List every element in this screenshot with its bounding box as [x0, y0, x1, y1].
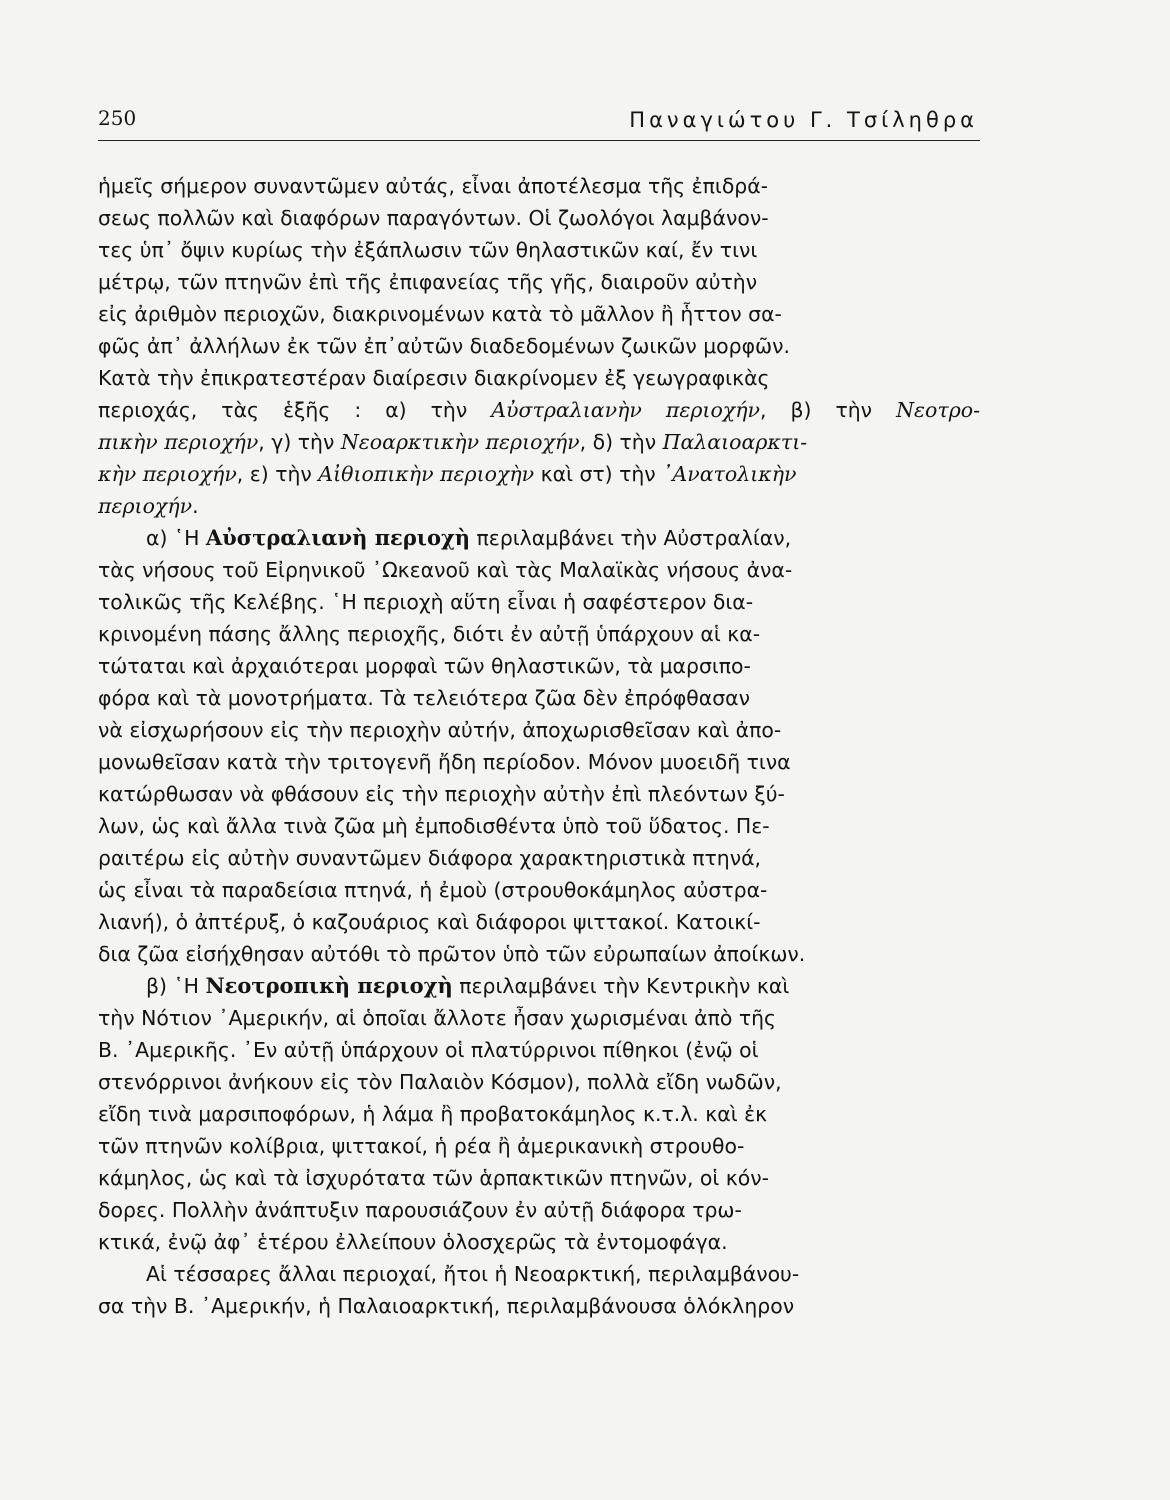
text-run: τὰς νήσους τοῦ Εἰρηνικοῦ ᾿Ωκεανοῦ καὶ τὰς Μαλαϊκὰς νήσους ἀνα- — [98, 558, 793, 582]
text-line — [98, 490, 998, 522]
text-run: β) ῾Η — [146, 974, 206, 998]
text-run: λων, ὡς καὶ ἄλλα τινὰ ζῶα μὴ ἐμποδισθέντα ὑπὸ τοῦ ὕδατος. Πε- — [98, 814, 770, 838]
text-run: τώταται καὶ ἀρχαιότεραι μορφαὶ τῶν θηλαστικῶν, τὰ μαρσιπο- — [98, 654, 751, 678]
text-line — [98, 970, 998, 1002]
text-run: μονωθεῖσαν κατὰ τὴν τριτογενῆ ἤδη περίοδον. Μόνον μυοειδῆ τινα — [98, 750, 791, 774]
text-line — [98, 778, 998, 810]
text-line — [98, 618, 998, 650]
italic-term: Αὐστραλιανὴν περιοχήν — [491, 398, 760, 422]
italic-term: Νεοαρκτικὴν περιοχήν — [340, 430, 580, 454]
italic-term: πικὴν περιοχήν — [98, 430, 259, 454]
text-line — [98, 1098, 998, 1130]
italic-term: Παλαιοαρκτι- — [662, 430, 808, 454]
italic-term: κὴν περιοχήν — [98, 462, 237, 486]
page-number: 250 — [98, 106, 137, 130]
text-run: σεως πολλῶν καὶ διαφόρων παραγόντων. Οἱ ζωολόγοι λαμβάνον- — [98, 206, 769, 230]
page-header — [98, 100, 978, 140]
text-line — [98, 1226, 998, 1258]
text-line — [98, 1066, 998, 1098]
text-run: εἴδη τινὰ μαρσιποφόρων, ἡ λάμα ἢ προβατοκάμηλος κ.τ.λ. καὶ ἐκ — [98, 1102, 768, 1126]
text-line — [98, 842, 998, 874]
text-run: κάμηλος, ὡς καὶ τὰ ἰσχυρότατα τῶν ἁρπακτικῶν πτηνῶν, οἱ κόν- — [98, 1166, 769, 1190]
text-line — [98, 714, 998, 746]
text-line — [98, 170, 998, 202]
bold-heading-term: Νεοτροπικὴ περιοχὴ — [205, 973, 453, 998]
text-line — [98, 1034, 998, 1066]
italic-term: Αἰθιοπικὴν περιοχὴν — [318, 462, 535, 486]
text-run: κρινομένη πάσης ἄλλης περιοχῆς, διότι ἐν αὐτῇ ὑπάρχουν αἱ κα- — [98, 622, 761, 646]
text-run: κτικά, ἐνῷ ἀφ᾽ ἑτέρου ἐλλείπουν ὁλοσχερῶς τὰ ἐντομοφάγα. — [98, 1230, 728, 1254]
text-run: , ε) τὴν — [236, 462, 319, 486]
text-line — [98, 1162, 998, 1194]
text-run: δια ζῶα εἰσήχθησαν αὐτόθι τὸ πρῶτον ὑπὸ τῶν εὐρωπαίων ἀποίκων. — [98, 942, 806, 966]
text-run: στενόρρινοι ἀνήκουν εἰς τὸν Παλαιὸν Κόσμον), πολλὰ εἴδη νωδῶν, — [98, 1070, 782, 1094]
text-line — [98, 1194, 998, 1226]
text-line — [98, 522, 998, 554]
text-run: κατώρθωσαν νὰ φθάσουν εἰς τὴν περιοχὴν αὐτὴν ἐπὶ πλεόντων ξύ- — [98, 782, 785, 806]
text-run: περιοχάς, τὰς ἑξῆς : α) τὴν — [98, 398, 492, 422]
italic-term: Νεοτρο- — [896, 398, 981, 422]
italic-term: ᾿Ανατολικὴν — [662, 462, 797, 486]
text-run: τολικῶς τῆς Κελέβης. ῾Η περιοχὴ αὕτη εἶναι ἡ σαφέστερον δια- — [98, 590, 754, 614]
text-run: τῶν πτηνῶν κολίβρια, ψιττακοί, ἡ ρέα ἢ ἀμερικανικὴ στρουθο- — [98, 1134, 745, 1158]
body-text — [98, 170, 998, 1322]
text-line — [98, 1290, 998, 1322]
text-run: Κατὰ τὴν ἐπικρατεστέραν διαίρεσιν διακρίνομεν ἐξ γεωγραφικὰς — [98, 366, 770, 390]
text-run: ἡμεῖς σήμερον συναντῶμεν αὐτάς, εἶναι ἀποτέλεσμα τῆς ἐπιδρά- — [98, 174, 769, 198]
text-line — [98, 1258, 998, 1290]
paragraph — [98, 522, 998, 970]
text-run: περιλαμβάνει τὴν Αὐστραλίαν, — [470, 526, 792, 550]
text-run: τες ὑπ᾽ ὄψιν κυρίως τὴν ἐξάπλωσιν τῶν θηλαστικῶν καί, ἔν τινι — [98, 238, 758, 262]
text-line — [98, 554, 998, 586]
text-line — [98, 938, 998, 970]
text-line — [98, 234, 998, 266]
paragraph — [98, 970, 998, 1258]
text-run: περιλαμβάνει τὴν Κεντρικὴν καὶ — [452, 974, 790, 998]
text-line — [98, 1130, 998, 1162]
text-run: α) ῾Η — [146, 526, 206, 550]
paragraph — [98, 1258, 998, 1322]
text-run: , β) τὴν — [759, 398, 897, 422]
text-line — [98, 394, 998, 426]
text-run: φῶς ἀπ᾽ ἀλλήλων ἐκ τῶν ἐπ᾽αὐτῶν διαδεδομένων ζωικῶν μορφῶν. — [98, 334, 790, 358]
text-run: δορες. Πολλὴν ἀνάπτυξιν παρουσιάζουν ἐν αὐτῇ διάφορα τρω- — [98, 1198, 742, 1222]
text-run: , δ) τὴν — [579, 430, 663, 454]
text-line — [98, 266, 998, 298]
text-run: σα τὴν Β. ᾿Αμερικήν, ἡ Παλαιοαρκτική, περιλαμβάνουσα ὁλόκληρον — [98, 1294, 795, 1318]
text-line — [98, 650, 998, 682]
text-run: Β. ᾿Αμερικῆς. ᾿Εν αὐτῇ ὑπάρχουν οἱ πλατύρρινοι πίθηκοι (ἐνῷ οἱ — [98, 1038, 759, 1062]
text-run: λιανή), ὁ ἀπτέρυξ, ὁ καζουάριος καὶ διάφοροι ψιττακοί. Κατοικί- — [98, 910, 761, 934]
text-line — [98, 202, 998, 234]
header-rule — [98, 140, 980, 141]
bold-heading-term: Αὐστραλιανὴ περιοχὴ — [205, 525, 471, 550]
text-run: ὡς εἶναι τὰ παραδείσια πτηνά, ἡ ἐμοὺ (στρουθοκάμηλος αὐστρα- — [98, 878, 768, 902]
text-run: Αἱ τέσσαρες ἄλλαι περιοχαί, ἤτοι ἡ Νεοαρκτική, περιλαμβάνου- — [146, 1262, 800, 1286]
text-run: εἰς ἀριθμὸν περιοχῶν, διακρινομένων κατὰ τὸ μᾶλλον ἢ ἧττον σα- — [98, 302, 782, 326]
text-run: νὰ εἰσχωρήσουν εἰς τὴν περιοχὴν αὐτήν, ἀποχωρισθεῖσαν καὶ ἀπο- — [98, 718, 782, 742]
text-run: μέτρῳ, τῶν πτηνῶν ἐπὶ τῆς ἐπιφανείας τῆς γῆς, διαιροῦν αὐτὴν — [98, 270, 758, 294]
text-line — [98, 426, 998, 458]
text-line — [98, 746, 998, 778]
text-line — [98, 362, 998, 394]
text-line — [98, 586, 998, 618]
text-line — [98, 1002, 998, 1034]
text-run: φόρα καὶ τὰ μονοτρήματα. Τὰ τελειότερα ζῶα δὲν ἐπρόφθασαν — [98, 686, 750, 710]
text-line — [98, 330, 998, 362]
text-line — [98, 458, 998, 490]
running-head-author: Παναγιώτου Γ. Τσίληθρα — [629, 108, 978, 132]
text-line — [98, 874, 998, 906]
paragraph — [98, 170, 998, 522]
text-run: καὶ στ) τὴν — [534, 462, 663, 486]
text-run: . — [192, 494, 199, 518]
text-line — [98, 682, 998, 714]
text-run: τὴν Νότιον ᾿Αμερικήν, αἱ ὁποῖαι ἄλλοτε ἦσαν χωρισμέναι ἀπὸ τῆς — [98, 1006, 777, 1030]
text-run: ραιτέρω εἰς αὐτὴν συναντῶμεν διάφορα χαρακτηριστικὰ πτηνά, — [98, 846, 762, 870]
text-line — [98, 810, 998, 842]
italic-term: περιοχήν — [98, 494, 193, 518]
text-line — [98, 298, 998, 330]
text-line — [98, 906, 998, 938]
text-run: , γ) τὴν — [258, 430, 341, 454]
